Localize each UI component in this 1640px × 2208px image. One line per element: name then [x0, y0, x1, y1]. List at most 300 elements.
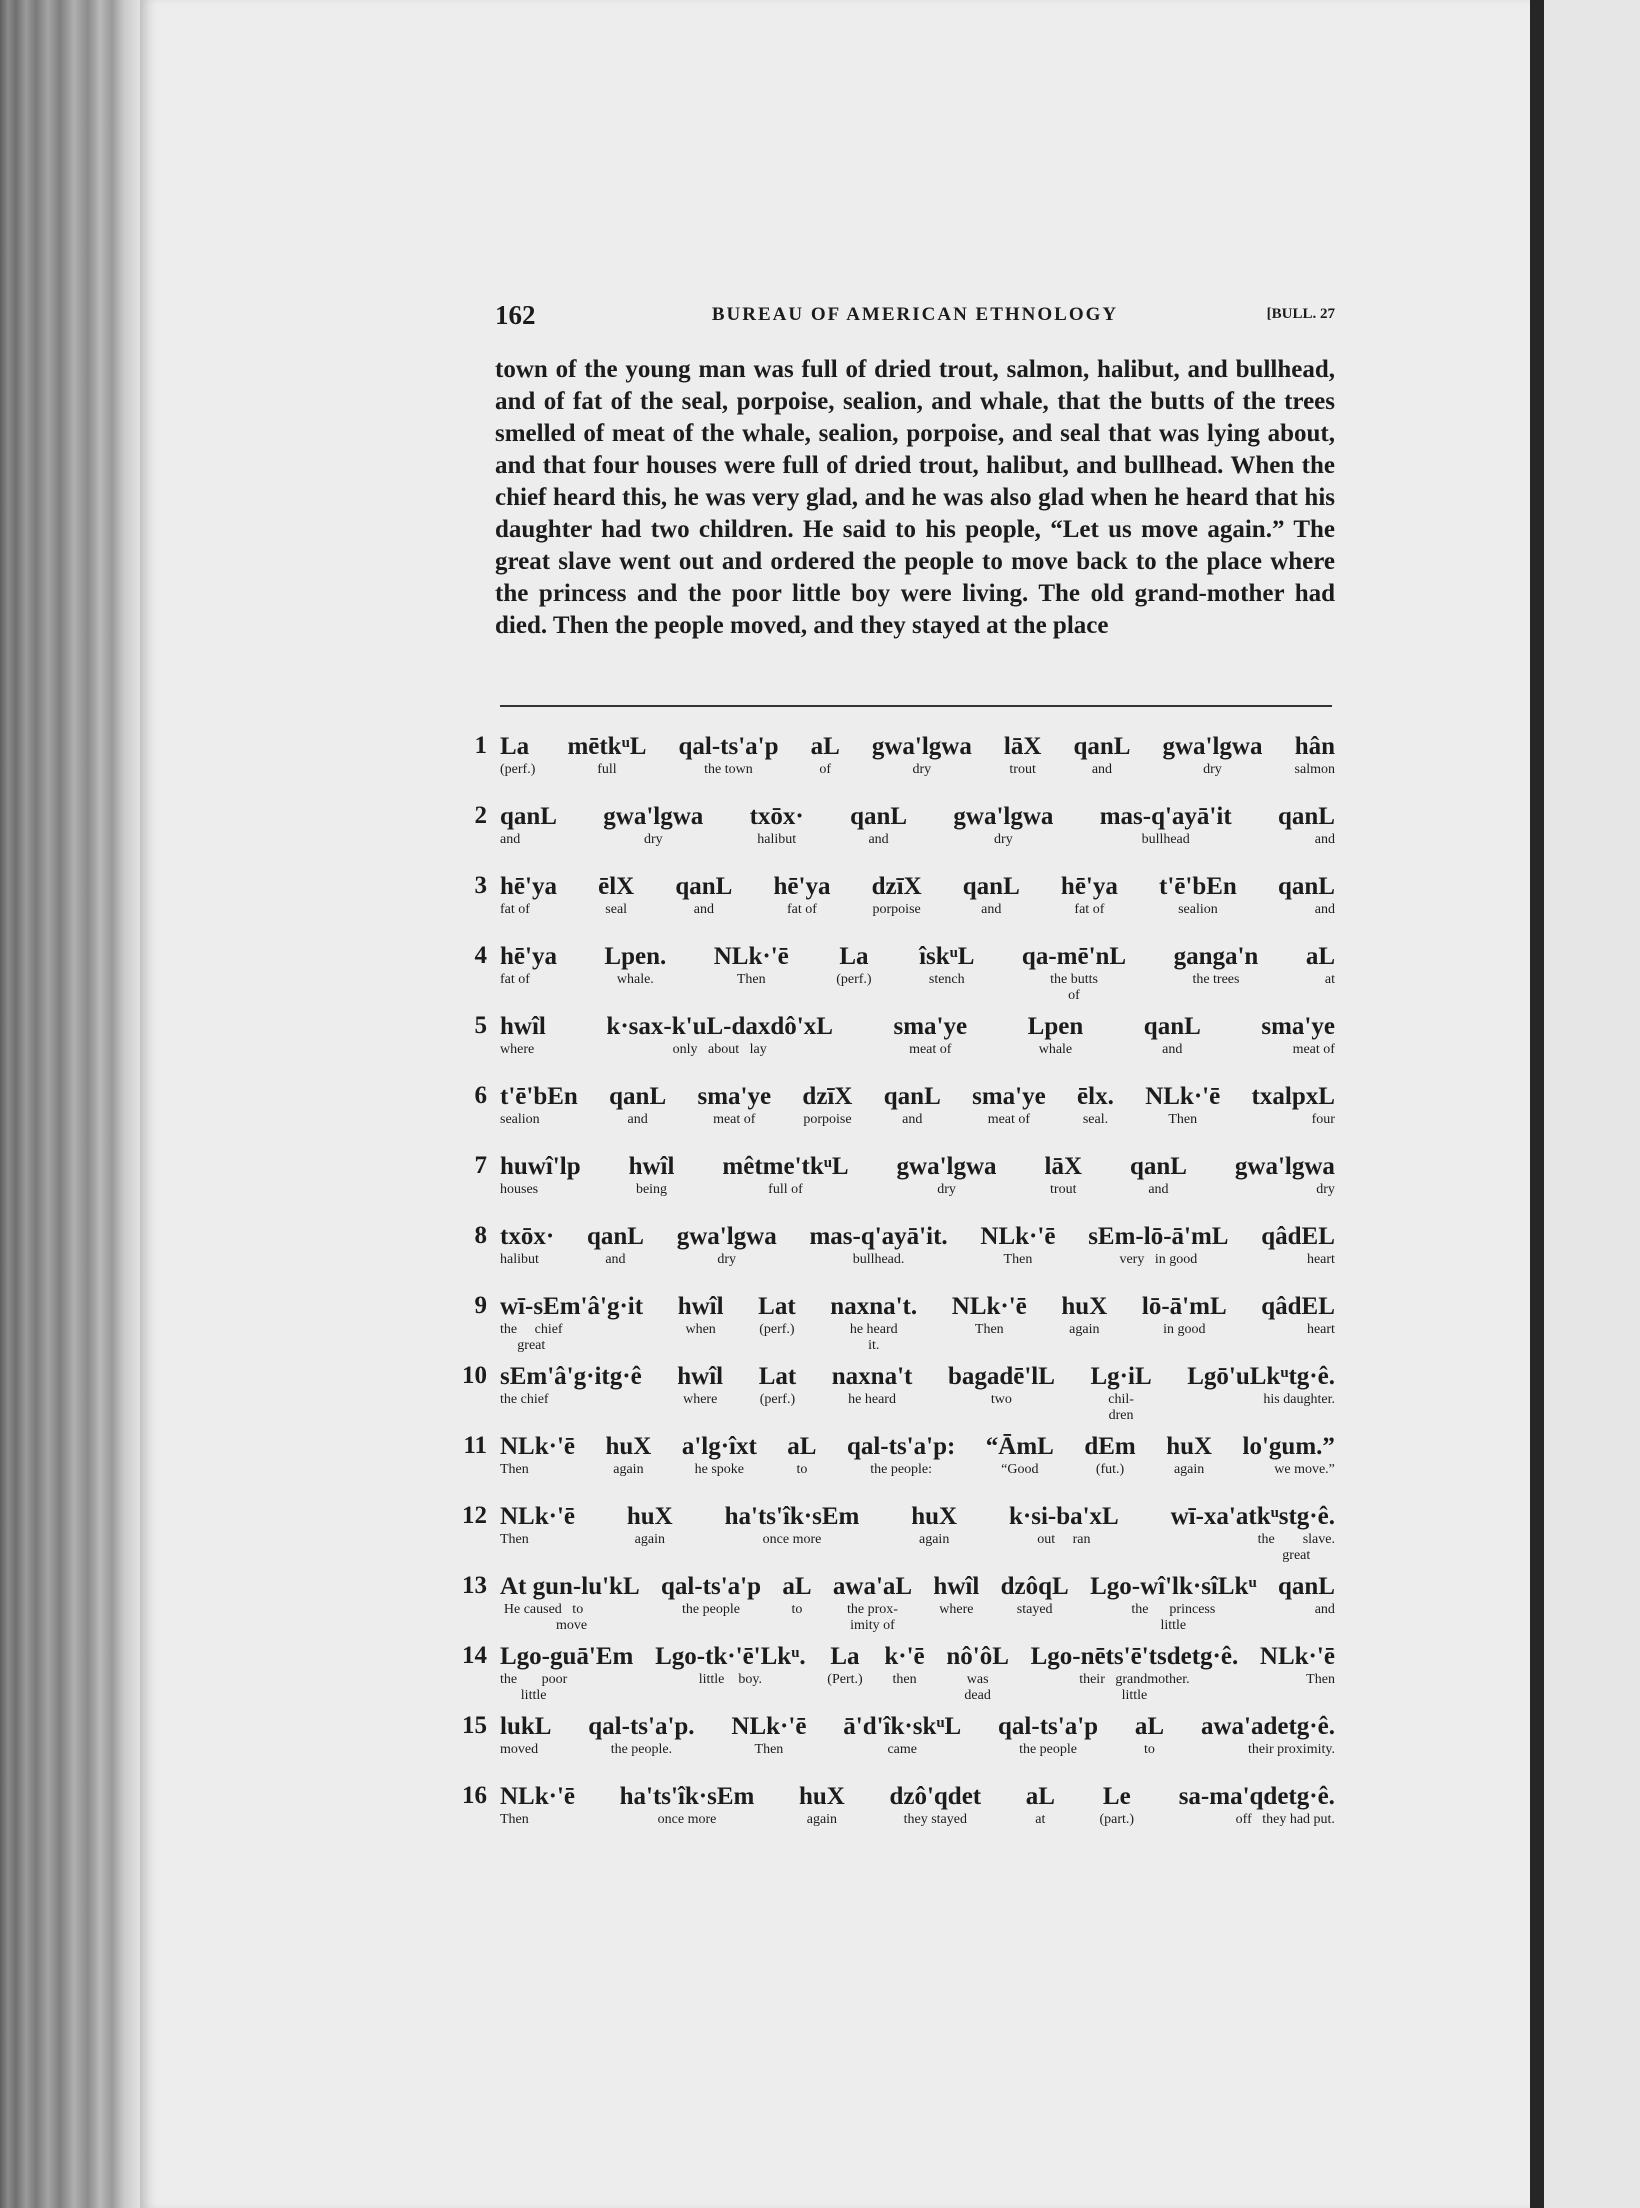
glossed-word: [677, 1222, 777, 1268]
glossed-word: [500, 1432, 575, 1478]
english-gloss: the chief: [500, 1392, 549, 1407]
native-word: t'ē'bEn: [500, 1083, 578, 1110]
native-word: hwîl: [677, 1363, 724, 1390]
english-gloss: sealion: [500, 1112, 540, 1127]
english-gloss: dry: [1203, 762, 1222, 777]
native-word: aL: [1305, 943, 1335, 970]
english-gloss: bullhead: [1141, 832, 1190, 847]
bulletin-reference: [BULL. 27: [1266, 306, 1335, 322]
native-word: hē'ya: [1060, 873, 1118, 900]
native-word: wī-sEm'â'g·it: [500, 1293, 644, 1320]
glossed-word: [500, 1712, 551, 1758]
native-word: hē'ya: [500, 943, 557, 970]
glossed-word: [1187, 1362, 1335, 1424]
english-gloss: meat of: [987, 1112, 1031, 1127]
native-word: wī-xa'atkᵘstg·ê.: [1170, 1503, 1335, 1530]
english-gloss: in good: [1163, 1322, 1206, 1337]
native-word: At gun-lu'kL: [500, 1573, 640, 1600]
page-gutter-edge: [1530, 0, 1544, 2208]
english-gloss: and: [605, 1252, 626, 1267]
native-word: NLk·'ē: [980, 1223, 1056, 1250]
native-word: gwa'lgwa: [1162, 733, 1263, 760]
glossed-word: [893, 1012, 967, 1058]
english-gloss: to: [791, 1602, 803, 1617]
native-word: qanL: [1129, 1153, 1187, 1180]
english-gloss: the slave. great: [1257, 1532, 1335, 1563]
english-gloss: Then: [1003, 1252, 1033, 1267]
glossed-word: [678, 732, 778, 778]
glossed-word: [675, 872, 732, 918]
native-word: qâdEL: [1261, 1223, 1335, 1250]
native-word: sa-ma'qdetg·ê.: [1178, 1783, 1335, 1810]
interlinear-line: [455, 1432, 1335, 1502]
english-gloss: and: [1091, 762, 1113, 777]
native-word: aL: [810, 733, 840, 760]
english-gloss: sealion: [1178, 902, 1218, 917]
line-number: 15: [462, 1712, 487, 1739]
glossed-word: [1145, 1082, 1220, 1128]
glossed-word: [1088, 1222, 1228, 1268]
word-group: [500, 732, 1335, 778]
native-word: lō-ā'mL: [1141, 1293, 1227, 1320]
native-word: qanL: [586, 1223, 644, 1250]
english-gloss: then: [892, 1672, 917, 1687]
native-word: gwa'lgwa: [603, 803, 704, 830]
glossed-word: [1090, 1572, 1257, 1634]
english-gloss: whale.: [616, 972, 654, 987]
interlinear-line: [455, 1502, 1335, 1572]
english-gloss: Then: [500, 1532, 529, 1547]
glossed-word: [714, 942, 789, 1004]
english-gloss: fat of: [500, 972, 530, 987]
english-gloss: and: [1314, 832, 1335, 847]
english-gloss: where: [500, 1042, 535, 1057]
native-word: qanL: [500, 803, 557, 830]
native-word: gwa'lgwa: [953, 803, 1054, 830]
native-word: Le: [1102, 1783, 1131, 1810]
english-gloss: only about lay: [672, 1042, 767, 1057]
native-word: hē'ya: [500, 873, 557, 900]
english-gloss: his daughter.: [1263, 1392, 1335, 1407]
english-gloss: four: [1311, 1112, 1335, 1127]
native-word: txalpxL: [1251, 1083, 1335, 1110]
english-gloss: full: [597, 762, 617, 777]
glossed-word: [963, 872, 1020, 918]
english-gloss: dry: [1316, 1182, 1335, 1197]
native-word: huwî'lp: [500, 1153, 581, 1180]
native-word: huX: [1166, 1433, 1213, 1460]
glossed-word: [1026, 1782, 1055, 1828]
glossed-word: [832, 1362, 913, 1424]
native-word: hwîl: [677, 1293, 724, 1320]
english-gloss: again: [919, 1532, 950, 1547]
english-gloss: Then: [754, 1742, 784, 1757]
glossed-word: [986, 1432, 1054, 1478]
native-word: hân: [1294, 733, 1335, 760]
native-word: Lpen: [1027, 1013, 1084, 1040]
english-gloss: their grandmother. little: [1079, 1672, 1190, 1703]
native-word: NLk·'ē: [500, 1783, 576, 1810]
glossed-word: [750, 802, 804, 848]
native-word: sEm-lō-ā'mL: [1088, 1223, 1229, 1250]
glossed-word: [725, 1502, 860, 1564]
native-word: qanL: [609, 1083, 667, 1110]
english-gloss: and: [1162, 1042, 1183, 1057]
english-gloss: again: [806, 1812, 838, 1827]
native-word: îskᵘL: [919, 943, 975, 970]
line-number: 1: [474, 732, 487, 759]
english-gloss: where: [683, 1392, 718, 1407]
english-gloss: the people: [1019, 1742, 1077, 1757]
word-group: [500, 1502, 1335, 1564]
english-gloss: where: [939, 1602, 974, 1617]
glossed-word: [787, 1432, 816, 1478]
native-word: qal-ts'a'p: [678, 733, 779, 760]
native-word: k·si-ba'xL: [1008, 1503, 1119, 1530]
english-gloss: when: [685, 1322, 716, 1337]
native-word: sEm'â'g·itg·ê: [500, 1363, 642, 1390]
word-group: [500, 1362, 1335, 1424]
word-group: [500, 1432, 1335, 1478]
glossed-word: [1252, 1082, 1335, 1128]
native-word: huX: [626, 1503, 673, 1530]
glossed-word: [1159, 872, 1237, 918]
native-word: naxna't: [831, 1363, 913, 1390]
english-gloss: the people.: [610, 1742, 673, 1757]
interlinear-line: [455, 942, 1335, 1012]
glossed-word: [952, 1292, 1027, 1354]
english-gloss: again: [1173, 1462, 1205, 1477]
glossed-word: [1162, 732, 1262, 778]
word-group: [500, 942, 1335, 1004]
word-group: [500, 872, 1335, 918]
english-gloss: he heard: [848, 1392, 896, 1407]
glossed-word: [1306, 942, 1335, 1004]
glossed-word: [1261, 1292, 1335, 1354]
glossed-word: [682, 1432, 757, 1478]
native-word: NLk·'ē: [500, 1433, 576, 1460]
glossed-word: [847, 1432, 955, 1478]
glossed-word: [1235, 1152, 1335, 1198]
glossed-word: [1045, 1152, 1083, 1198]
word-group: [500, 1292, 1335, 1354]
native-word: k·'ē: [884, 1643, 925, 1670]
english-gloss: meat of: [1292, 1042, 1335, 1057]
english-gloss: seal.: [1082, 1112, 1109, 1127]
glossed-word: [604, 942, 666, 1004]
glossed-word: [731, 1712, 806, 1758]
english-gloss: dry: [994, 832, 1013, 847]
line-number: 3: [474, 872, 487, 899]
interlinear-text: [455, 732, 1335, 1852]
glossed-word: [1001, 1572, 1069, 1634]
native-word: huX: [605, 1433, 652, 1460]
interlinear-line: [455, 1082, 1335, 1152]
glossed-word: [1144, 1012, 1201, 1058]
english-gloss: Then: [500, 1462, 529, 1477]
native-word: qanL: [1143, 1013, 1201, 1040]
glossed-word: [1135, 1712, 1164, 1758]
english-gloss: and: [500, 832, 521, 847]
native-word: Lgō'uLkᵘtg·ê.: [1187, 1363, 1335, 1390]
line-number: 12: [462, 1502, 487, 1529]
english-gloss: again: [634, 1532, 665, 1547]
glossed-word: [799, 1782, 845, 1828]
native-word: lo'gum.”: [1242, 1433, 1335, 1460]
native-word: qanL: [962, 873, 1020, 900]
glossed-word: [1009, 1502, 1119, 1564]
glossed-word: [872, 872, 922, 918]
english-gloss: of: [819, 762, 831, 777]
glossed-word: [1171, 1502, 1335, 1564]
native-word: aL: [782, 1573, 812, 1600]
glossed-word: [1260, 1642, 1335, 1704]
interlinear-line: [455, 872, 1335, 942]
english-gloss: (perf.): [759, 1392, 796, 1407]
glossed-word: [588, 1712, 694, 1758]
english-gloss: again: [613, 1462, 644, 1477]
glossed-word: [603, 802, 703, 848]
interlinear-line: [455, 732, 1335, 802]
english-gloss: porpoise: [803, 1112, 852, 1127]
english-gloss: and: [1314, 1602, 1335, 1617]
glossed-word: [722, 1152, 848, 1198]
native-word: Lgo-wî'lk·sîLkᵘ: [1090, 1573, 1257, 1600]
native-word: huX: [911, 1503, 958, 1530]
english-gloss: (part.): [1099, 1812, 1135, 1827]
glossed-word: [809, 1222, 947, 1268]
glossed-word: [620, 1782, 755, 1828]
line-number: 10: [462, 1362, 487, 1389]
english-gloss: two: [990, 1392, 1012, 1407]
english-gloss: their proximity.: [1247, 1742, 1335, 1757]
native-word: Lat: [758, 1363, 797, 1390]
word-group: [500, 1642, 1335, 1704]
english-gloss: dry: [912, 762, 932, 777]
native-word: sma'ye: [697, 1083, 772, 1110]
glossed-word: [1201, 1712, 1335, 1758]
english-gloss: he spoke: [694, 1462, 745, 1477]
glossed-word: [833, 1572, 912, 1634]
native-word: dzīX: [871, 873, 922, 900]
glossed-word: [606, 1012, 832, 1058]
glossed-word: [946, 1642, 1009, 1704]
interlinear-line: [455, 802, 1335, 872]
native-word: Lgo-tk·'ē'Lkᵘ.: [655, 1643, 806, 1670]
native-word: gwa'lgwa: [1234, 1153, 1335, 1180]
english-gloss: they stayed: [903, 1812, 967, 1827]
glossed-word: [1142, 1292, 1227, 1354]
native-word: Lgo-guā'Em: [500, 1643, 634, 1670]
glossed-word: [889, 1782, 981, 1828]
english-gloss: seal: [605, 902, 628, 917]
native-word: NLk·'ē: [951, 1293, 1027, 1320]
glossed-word: [1073, 732, 1130, 778]
glossed-word: [802, 1082, 852, 1128]
english-gloss: whale: [1038, 1042, 1073, 1057]
glossed-word: [884, 1082, 941, 1128]
english-gloss: porpoise: [872, 902, 921, 917]
native-word: qanL: [1277, 803, 1335, 830]
english-gloss: full of: [768, 1182, 803, 1197]
english-gloss: Then: [1168, 1112, 1198, 1127]
word-group: [500, 1082, 1335, 1128]
glossed-word: [972, 1082, 1046, 1128]
native-word: qanL: [1277, 1573, 1335, 1600]
native-word: a'lg·îxt: [681, 1433, 757, 1460]
english-gloss: Then: [974, 1322, 1004, 1337]
english-gloss: the prox- imity of: [847, 1602, 898, 1633]
word-group: [500, 1712, 1335, 1758]
native-word: ganga'n: [1173, 943, 1259, 970]
english-gloss: (perf.): [500, 762, 536, 777]
glossed-word: [500, 1082, 578, 1128]
english-gloss: and: [1148, 1182, 1169, 1197]
line-number: 13: [462, 1572, 487, 1599]
native-word: Lg·iL: [1090, 1363, 1152, 1390]
glossed-word: [933, 1572, 979, 1634]
english-gloss: houses: [500, 1182, 539, 1197]
native-word: qanL: [1073, 733, 1131, 760]
glossed-word: [500, 1012, 546, 1058]
native-word: nô'ôL: [946, 1643, 1009, 1670]
translation-paragraph: town of the young man was full of dried trout, salmon, halibut, and bullhead, and of fat of the seal, porpoise, sealion, and whale, that the butts of the trees smelled of meat of the whale, sealion, porpoise, and seal that was lying about, and that four houses were full of dried trout, halibut, and bullhead. When the chief heard this, he was very glad, and he was also glad when he heard that his daughter had two children. He said to his people, “Let us move again.” The great slave went out and ordered the people to move back to the place where the princess and the poor little boy were living. The old grand-mother had died. Then the people moved, and they stayed at the place: [495, 356, 1335, 639]
english-gloss: the poor little: [500, 1672, 568, 1703]
native-word: lāX: [1044, 1153, 1082, 1180]
glossed-word: [1061, 872, 1118, 918]
native-word: aL: [1134, 1713, 1165, 1740]
english-gloss: fat of: [1074, 902, 1105, 917]
native-word: dzô'qdet: [889, 1783, 982, 1810]
line-number: 16: [462, 1782, 487, 1809]
native-word: Lpen.: [604, 943, 667, 970]
english-gloss: the trees: [1192, 972, 1240, 987]
interlinear-line: [455, 1782, 1335, 1852]
english-gloss: Then: [736, 972, 766, 987]
word-group: [500, 802, 1335, 848]
english-gloss: He caused to move: [503, 1602, 588, 1633]
english-gloss: very in good: [1119, 1252, 1198, 1267]
glossed-word: [1091, 1362, 1152, 1424]
native-word: hwîl: [500, 1013, 546, 1040]
glossed-word: [1278, 872, 1335, 918]
word-group: [500, 1222, 1335, 1268]
glossed-word: [587, 1222, 644, 1268]
glossed-word: [500, 1152, 581, 1198]
native-word: ha'ts'îk·sEm: [724, 1503, 860, 1530]
glossed-word: [500, 1502, 575, 1564]
glossed-word: [830, 1292, 917, 1354]
glossed-word: [1278, 802, 1335, 848]
native-word: NLk·'ē: [713, 943, 789, 970]
glossed-word: [661, 1572, 761, 1634]
native-word: mētkᵘL: [567, 733, 647, 760]
interlinear-line: [455, 1012, 1335, 1082]
english-gloss: chil- dren: [1108, 1392, 1134, 1423]
line-number: 4: [474, 942, 487, 969]
glossed-word: [836, 942, 871, 1004]
glossed-word: [953, 802, 1053, 848]
english-gloss: “Good: [1001, 1462, 1039, 1477]
line-number: 11: [463, 1432, 487, 1459]
line-number: 9: [474, 1292, 487, 1319]
native-word: awa'aL: [832, 1573, 913, 1600]
line-number: 7: [474, 1152, 487, 1179]
line-number: 14: [462, 1642, 487, 1669]
native-word: Lat: [758, 1293, 796, 1320]
line-number: 2: [474, 802, 487, 829]
interlinear-line: [455, 1152, 1335, 1222]
glossed-word: [677, 1362, 723, 1424]
native-word: Lgo-nēts'ē'tsdetg·ê.: [1030, 1643, 1239, 1670]
native-word: mêtme'tkᵘL: [722, 1153, 849, 1180]
native-word: ēlX: [598, 873, 635, 900]
glossed-word: [911, 1502, 957, 1564]
native-word: ha'ts'îk·sEm: [619, 1783, 755, 1810]
english-gloss: stayed: [1016, 1602, 1053, 1617]
glossed-word: [627, 1502, 673, 1564]
native-word: txōx·: [500, 1223, 555, 1250]
native-word: qanL: [850, 803, 908, 830]
line-number: 6: [474, 1082, 487, 1109]
glossed-word: [500, 1292, 643, 1354]
native-word: gwa'lgwa: [676, 1223, 777, 1250]
english-gloss: the people:: [870, 1462, 933, 1477]
native-word: lāX: [1003, 733, 1042, 760]
english-gloss: fat of: [500, 902, 530, 917]
glossed-word: [500, 942, 557, 1004]
native-word: bagadē'lL: [947, 1363, 1055, 1390]
glossed-word: [850, 802, 907, 848]
word-group: [500, 1152, 1335, 1198]
glossed-word: [1084, 1432, 1135, 1478]
english-gloss: (Pert.): [827, 1672, 863, 1687]
native-word: k·sax-k'uL-daxdô'xL: [606, 1013, 833, 1040]
glossed-word: [500, 1782, 575, 1828]
native-word: qanL: [675, 873, 733, 900]
line-number: 8: [474, 1222, 487, 1249]
english-gloss: (fut.): [1095, 1462, 1125, 1477]
native-word: sma'ye: [1261, 1013, 1335, 1040]
english-gloss: the butts of: [1050, 972, 1098, 1003]
running-header: [495, 300, 1335, 340]
english-gloss: halibut: [500, 1252, 539, 1267]
native-word: dzôqL: [1000, 1573, 1069, 1600]
native-word: gwa'lgwa: [871, 733, 972, 760]
native-word: qa-mē'nL: [1021, 943, 1127, 970]
native-word: huX: [1061, 1293, 1108, 1320]
english-gloss: to: [796, 1462, 808, 1477]
native-word: hwîl: [628, 1153, 675, 1180]
native-word: aL: [787, 1433, 817, 1460]
horizontal-rule: [500, 705, 1332, 707]
glossed-word: [774, 872, 831, 918]
glossed-word: [1061, 1292, 1107, 1354]
native-word: dEm: [1084, 1433, 1136, 1460]
glossed-word: [655, 1642, 806, 1704]
english-gloss: (perf.): [836, 972, 872, 987]
english-gloss: and: [981, 902, 1002, 917]
native-word: t'ē'bEn: [1159, 873, 1237, 900]
interlinear-line: [455, 1572, 1335, 1642]
glossed-word: [500, 1362, 642, 1424]
glossed-word: [758, 1292, 796, 1354]
english-gloss: we move.”: [1274, 1462, 1335, 1477]
english-gloss: dry: [643, 832, 663, 847]
english-gloss: heart: [1306, 1252, 1335, 1267]
english-gloss: and: [627, 1112, 648, 1127]
glossed-word: [1028, 1012, 1084, 1058]
